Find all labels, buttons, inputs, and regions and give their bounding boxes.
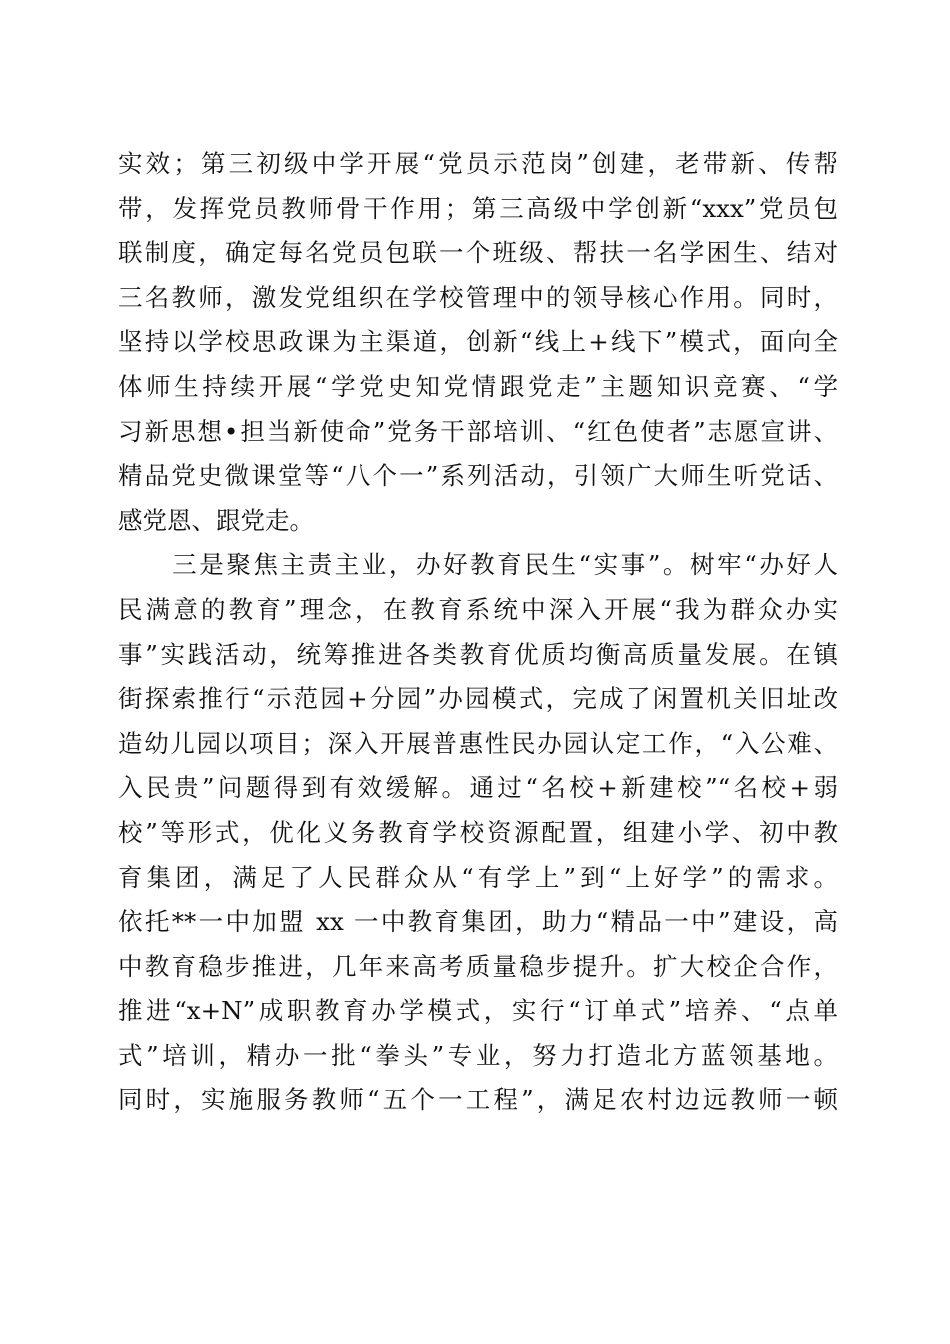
text-line: 造幼儿园以项目；深入开展普惠性民办园认定工作，“入公难、 [118, 728, 838, 758]
text-line: 式”培训，精办一批“拳头”专业，努力打造北方蓝领基地。 [118, 1040, 838, 1070]
paragraph-education-livelihood [118, 543, 838, 1123]
text-line: 坚持以学校思政课为主渠道，创新“线上+线下”模式，面向全 [118, 327, 838, 357]
text-line: 民满意的教育”理念，在教育系统中深入开展“我为群众办实 [118, 594, 838, 624]
text-line: 三名教师，激发党组织在学校管理中的领导核心作用。同时， [118, 282, 838, 312]
text-line: 习新思想•担当新使命”党务干部培训、“红色使者”志愿宣讲、 [118, 416, 838, 446]
text-line: 街探索推行“示范园+分园”办园模式，完成了闲置机关旧址改 [118, 684, 838, 714]
text-line: 入民贵”问题得到有效缓解。通过“名校+新建校”“名校+弱 [118, 773, 838, 803]
text-line: 同时，实施服务教师“五个一工程”，满足农村边远教师一顿 [118, 1085, 838, 1115]
text-line: 推进“x+N”成职教育办学模式，实行“订单式”培养、“点单 [118, 996, 838, 1026]
text-line: 育集团，满足了人民群众从“有学上”到“上好学”的需求。 [118, 862, 838, 892]
text-line: 精品党史微课堂等“八个一”系列活动，引领广大师生听党话、 [118, 461, 838, 491]
text-line: 带，发挥党员教师骨干作用；第三高级中学创新“xxx”党员包 [118, 193, 838, 223]
text-line: 事”实践活动，统筹推进各类教育优质均衡高质量发展。在镇 [118, 639, 838, 669]
text-line: 校”等形式，优化义务教育学校资源配置，组建小学、初中教 [118, 817, 838, 847]
text-line: 依托**一中加盟 xx 一中教育集团，助力“精品一中”建设，高 [118, 907, 838, 937]
text-line: 中教育稳步推进，几年来高考质量稳步提升。扩大校企合作， [118, 951, 838, 981]
text-line: 实效；第三初级中学开展“党员示范岗”创建，老带新、传帮 [118, 149, 838, 178]
text-line: 感党恩、跟党走。 [118, 505, 314, 535]
text-line: 联制度，确定每名党员包联一个班级、帮扶一名学困生、结对 [118, 238, 838, 268]
text-line: 体师生持续开展“学党史知党情跟党走”主题知识竞赛、“学 [118, 371, 838, 401]
body-text [118, 142, 838, 1123]
paragraph-party-building [118, 142, 838, 543]
text-line: 三是聚焦主责主业，办好教育民生“实事”。树牢“办好人 [118, 550, 838, 580]
